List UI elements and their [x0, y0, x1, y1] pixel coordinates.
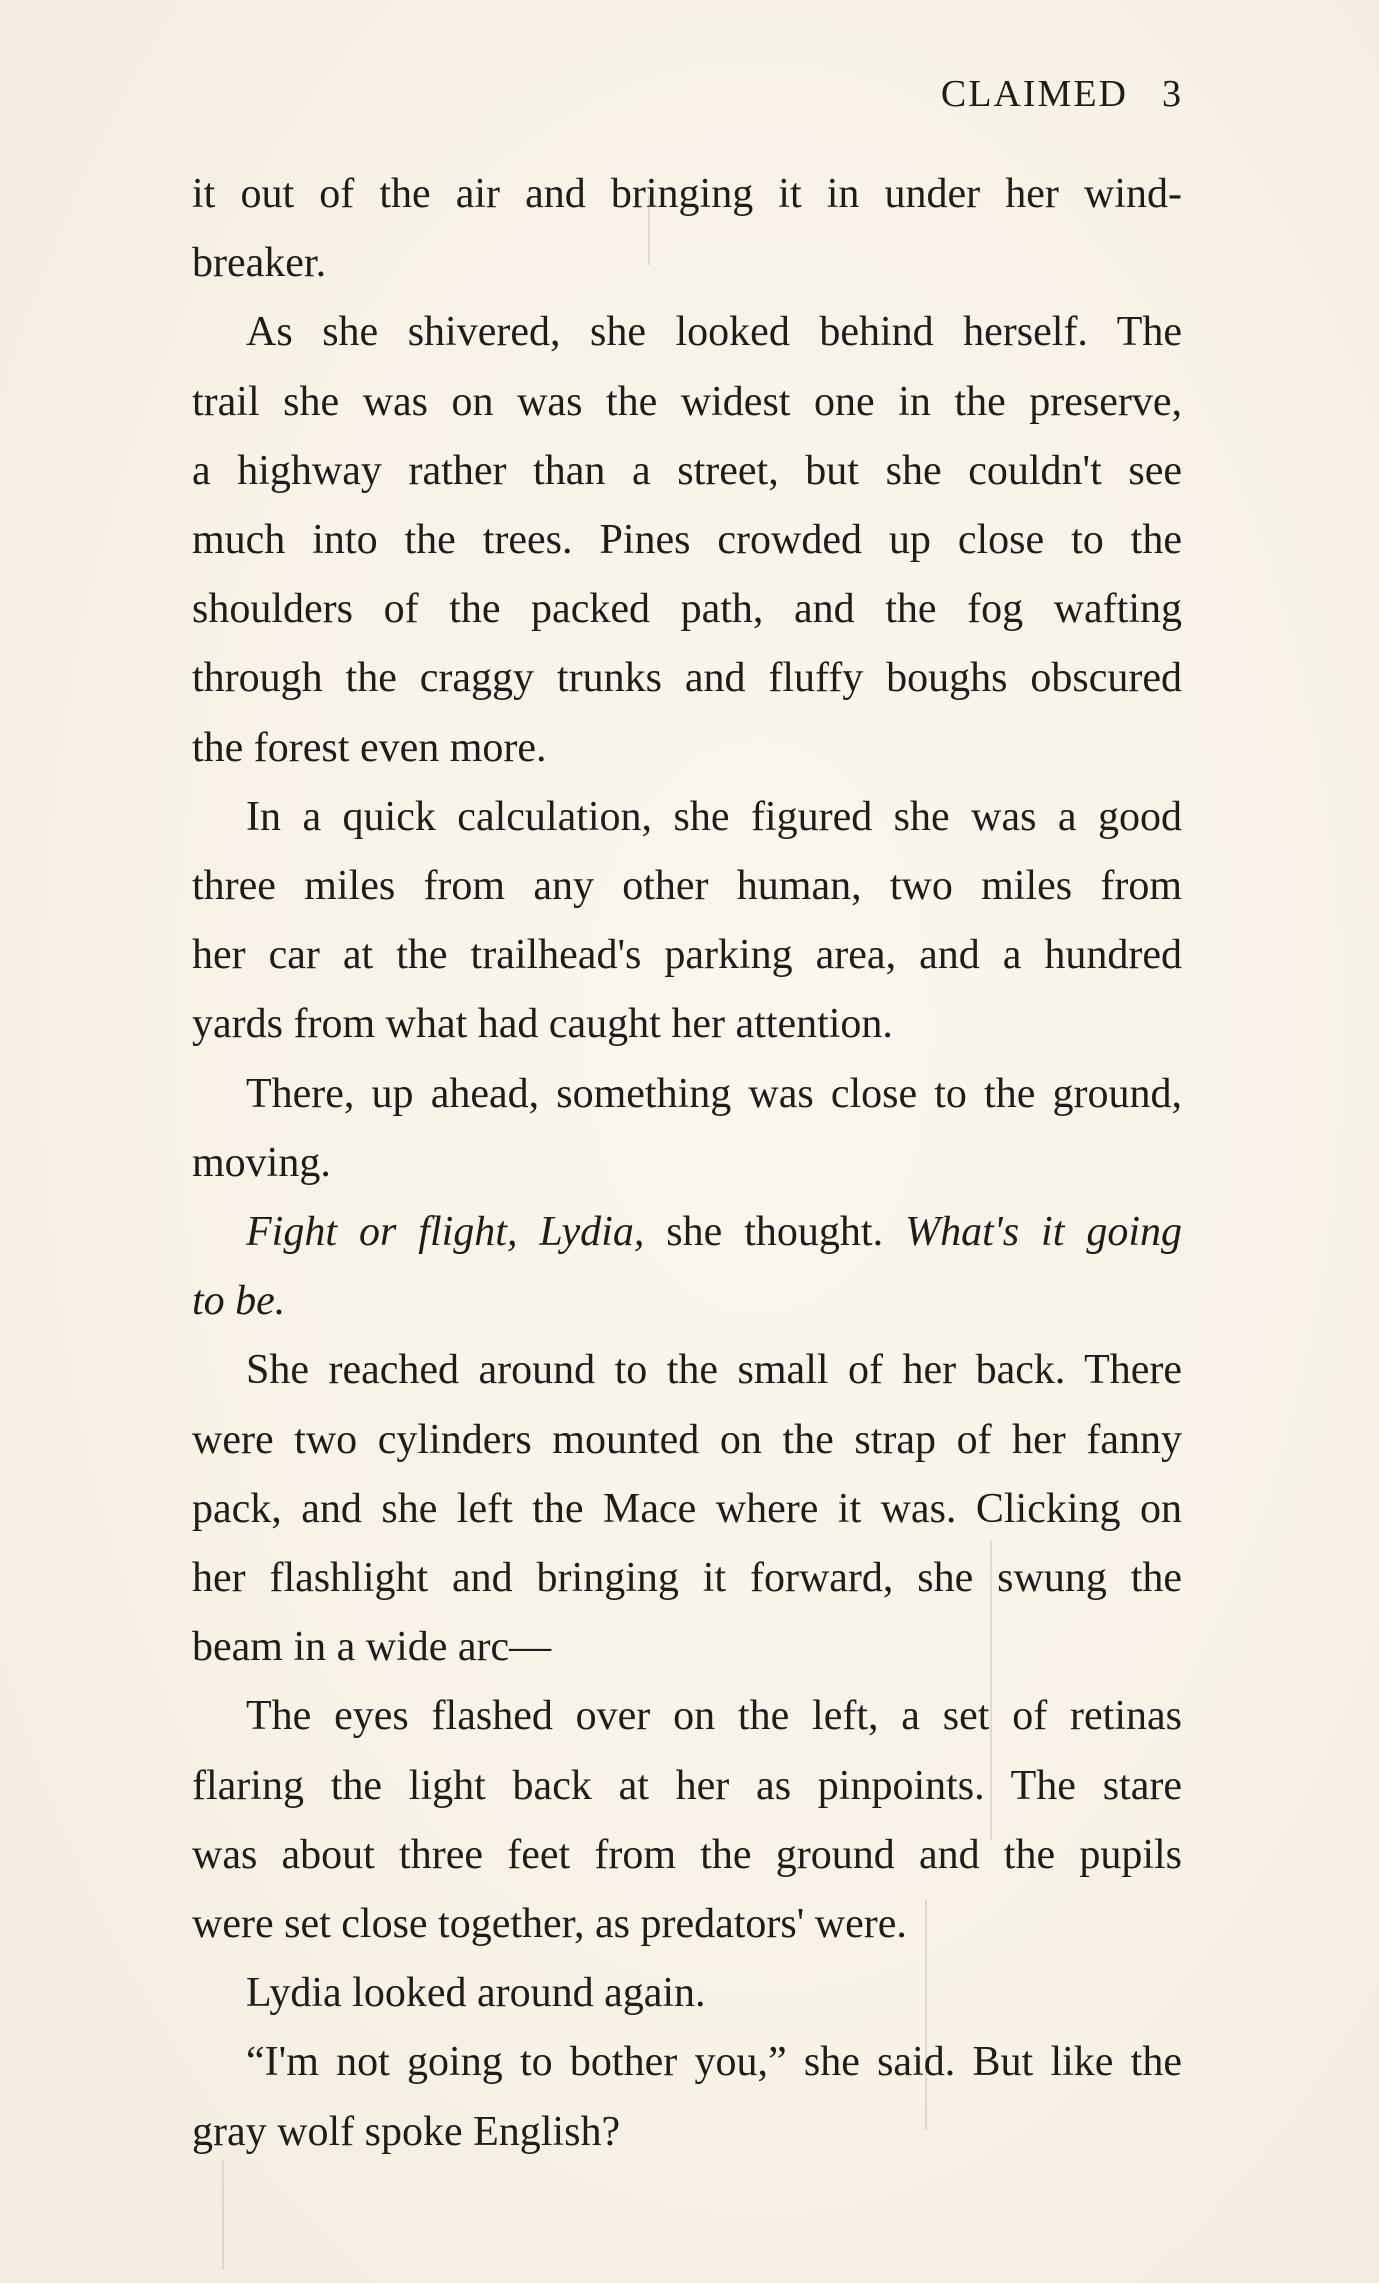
running-title: CLAIMED [940, 73, 1128, 115]
text-line: shoulders of the packed path, and the fog wafting [192, 586, 1182, 633]
text-line: As she shivered, she looked behind herself. The [246, 309, 1182, 356]
text-line: There, up ahead, something was close to the ground, [246, 1070, 1182, 1117]
paragraph [192, 1198, 1182, 1336]
text-line: three miles from any other human, two miles from [192, 863, 1182, 910]
text-line: trail she was on was the widest one in the preserve, [192, 378, 1182, 425]
text-line: breaker. [192, 240, 327, 287]
text-line: through the craggy trunks and fluffy boughs obscured [192, 655, 1182, 702]
text-line: much into the trees. Pines crowded up close to the [192, 517, 1182, 564]
text-line: moving. [192, 1139, 331, 1186]
text-line: She reached around to the small of her back. There [246, 1347, 1182, 1394]
italic-thought: to be. [192, 1278, 286, 1325]
text-line [192, 1198, 1182, 1267]
paragraph [192, 298, 1182, 782]
paragraph [192, 1959, 1182, 2028]
text-line: pack, and she left the Mace where it was. Clicking on [192, 1485, 1182, 1532]
paragraph [192, 2028, 1182, 2166]
text-line: were two cylinders mounted on the strap of her fanny [192, 1416, 1182, 1463]
text-line: flaring the light back at her as pinpoints. The stare [192, 1762, 1182, 1809]
text-line: was about three feet from the ground and the pupils [192, 1831, 1182, 1878]
text-line: yards from what had caught her attention. [192, 1001, 893, 1048]
page-number: 3 [1162, 73, 1183, 115]
text-line: The eyes flashed over on the left, a set of retinas [246, 1693, 1182, 1740]
text-line: “I'm not going to bother you,” she said. But like the [246, 2039, 1182, 2086]
paragraph [192, 1336, 1182, 1682]
body-text [192, 160, 1182, 2167]
text-line: Lydia looked around again. [246, 1970, 706, 2017]
running-head [941, 72, 1183, 116]
text-line: a highway rather than a street, but she couldn't see [192, 447, 1182, 494]
text-line: In a quick calculation, she figured she was a good [246, 793, 1182, 840]
text-line: gray wolf spoke English? [192, 2108, 621, 2155]
paragraph [192, 1682, 1182, 1959]
italic-thought: Fight or flight, Lydia, [246, 1209, 645, 1256]
text-line: beam in a wide arc— [192, 1624, 552, 1671]
show-through-mark [222, 2160, 224, 2270]
paragraph [192, 160, 1182, 298]
paragraph [192, 783, 1182, 1060]
text-fragment: she thought. [644, 1209, 906, 1256]
text-line: her car at the trailhead's parking area, and a hundred [192, 932, 1182, 979]
text-line: were set close together, as predators' were. [192, 1901, 907, 1948]
italic-thought: What's it going [905, 1209, 1183, 1256]
paragraph [192, 1060, 1182, 1198]
text-line: the forest even more. [192, 724, 547, 771]
text-line: it out of the air and bringing it in under her wind- [192, 171, 1182, 217]
text-line: her flashlight and bringing it forward, she swung the [192, 1555, 1182, 1602]
text-line [192, 1267, 1182, 1336]
